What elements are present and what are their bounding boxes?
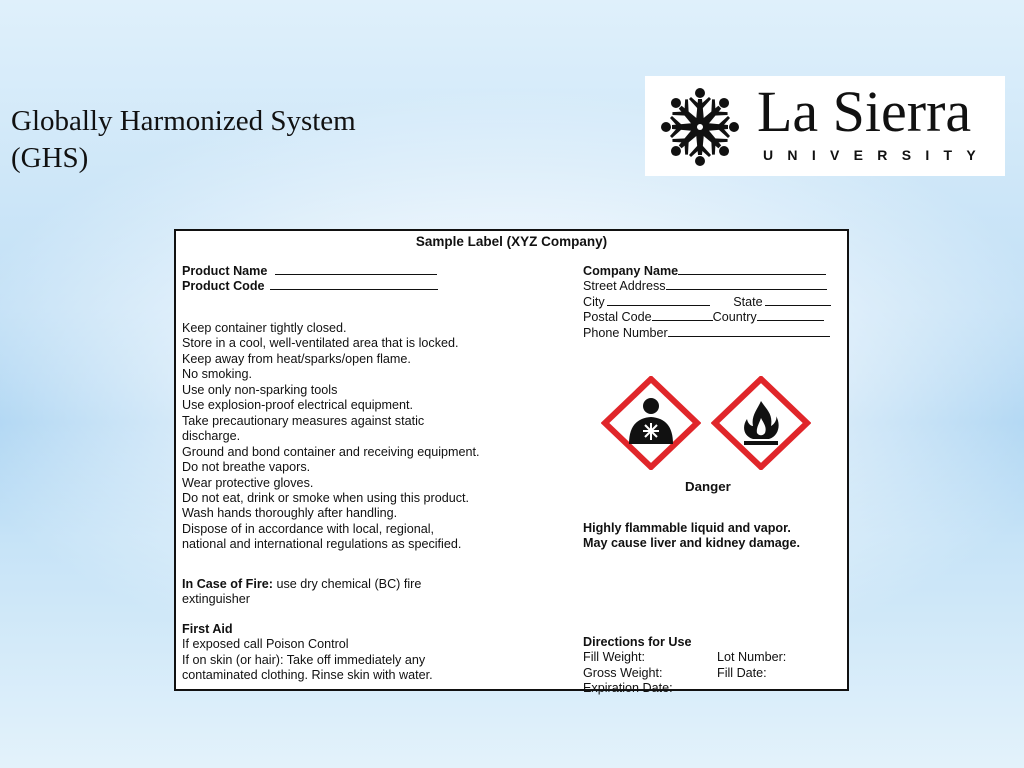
precautionary-statements xyxy=(182,321,480,553)
fire-section xyxy=(182,577,421,608)
precaution-item: Keep away from heat/sparks/open flame. xyxy=(182,351,411,366)
precaution-item: Wear protective gloves. xyxy=(182,475,314,490)
postal-code-line xyxy=(652,310,713,321)
precaution-item: Do not eat, drink or smoke when using this product. xyxy=(182,490,470,505)
precaution-item: Ground and bond container and receiving equipment. xyxy=(182,444,480,459)
precaution-item: Do not breathe vapors. xyxy=(182,460,311,475)
first-aid-item: If on skin (or hair): Take off immediately any xyxy=(182,652,426,667)
lot-number-label: Lot Number: xyxy=(717,650,787,665)
product-code-label: Product Code xyxy=(182,279,265,293)
first-aid-section xyxy=(182,622,433,684)
postal-code-label: Postal Code xyxy=(583,310,652,324)
precaution-item: national and international regulations as specified. xyxy=(182,537,462,552)
hazard-statement: Highly flammable liquid and vapor. xyxy=(583,521,791,535)
state-line xyxy=(765,295,831,306)
city-line xyxy=(607,295,710,306)
product-code-field xyxy=(182,279,438,293)
country-label: Country xyxy=(712,310,757,324)
company-name-label: Company Name xyxy=(583,264,679,278)
directions-section xyxy=(583,635,786,696)
university-logo xyxy=(645,76,1005,176)
product-name-label: Product Name xyxy=(182,264,268,278)
logo-name: La Sierra xyxy=(757,79,972,144)
fill-date-label: Fill Date: xyxy=(717,665,767,680)
health-hazard-pictogram-icon xyxy=(601,376,701,470)
fire-text-2: extinguisher xyxy=(182,592,250,607)
street-address-field xyxy=(583,279,827,293)
postal-country-field xyxy=(583,310,824,324)
signal-word: Danger xyxy=(685,479,731,494)
city-label: City xyxy=(583,295,605,309)
precaution-item: No smoking. xyxy=(182,367,252,382)
phone-number-field xyxy=(583,326,830,340)
state-label: State xyxy=(733,295,763,309)
flame-pictogram-icon xyxy=(711,376,811,470)
phone-number-label: Phone Number xyxy=(583,326,668,340)
street-address-label: Street Address xyxy=(583,279,666,293)
fire-heading: In Case of Fire: xyxy=(182,577,273,591)
precaution-item: Store in a cool, well-ventilated area that is locked. xyxy=(182,336,459,351)
fire-text-1: use dry chemical (BC) fire xyxy=(272,577,422,591)
country-line xyxy=(757,310,824,321)
slide-title-line-1: Globally Harmonized System xyxy=(11,105,356,137)
label-title: Sample Label (XYZ Company) xyxy=(415,234,608,249)
first-aid-item: contaminated clothing. Rinse skin with water. xyxy=(182,668,433,683)
precaution-item: Keep container tightly closed. xyxy=(182,321,347,335)
expiration-date-label: Expiration Date: xyxy=(583,680,673,695)
hazard-statement: May cause liver and kidney damage. xyxy=(583,536,800,551)
sample-label xyxy=(174,229,849,695)
slide-title-line-2: (GHS) xyxy=(11,142,89,174)
street-address-line xyxy=(666,279,827,290)
precaution-item: Use only non-sparking tools xyxy=(182,382,338,397)
hazard-statements xyxy=(583,521,800,552)
directions-heading: Directions for Use xyxy=(583,635,692,649)
precaution-item: Take precautionary measures against static xyxy=(182,413,425,428)
product-name-line xyxy=(275,264,437,275)
company-name-field xyxy=(583,264,826,278)
precaution-item: Dispose of in accordance with local, regional, xyxy=(182,521,435,536)
logo-subtitle: UNIVERSITY xyxy=(763,147,991,163)
precaution-item: Wash hands thoroughly after handling. xyxy=(182,506,398,521)
product-code-line xyxy=(270,279,438,290)
first-aid-item: If exposed call Poison Control xyxy=(182,637,349,652)
fill-weight-label: Fill Weight: xyxy=(583,650,646,665)
slide-title xyxy=(11,103,356,177)
gross-weight-label: Gross Weight: xyxy=(583,665,663,680)
phone-number-line xyxy=(668,326,830,337)
first-aid-heading: First Aid xyxy=(182,622,233,636)
precaution-item: discharge. xyxy=(182,429,241,444)
precaution-item: Use explosion-proof electrical equipment. xyxy=(182,398,414,413)
city-state-field xyxy=(583,295,831,309)
company-name-line xyxy=(678,264,826,275)
starburst-logo-icon xyxy=(655,84,745,170)
product-name-field xyxy=(182,264,437,278)
